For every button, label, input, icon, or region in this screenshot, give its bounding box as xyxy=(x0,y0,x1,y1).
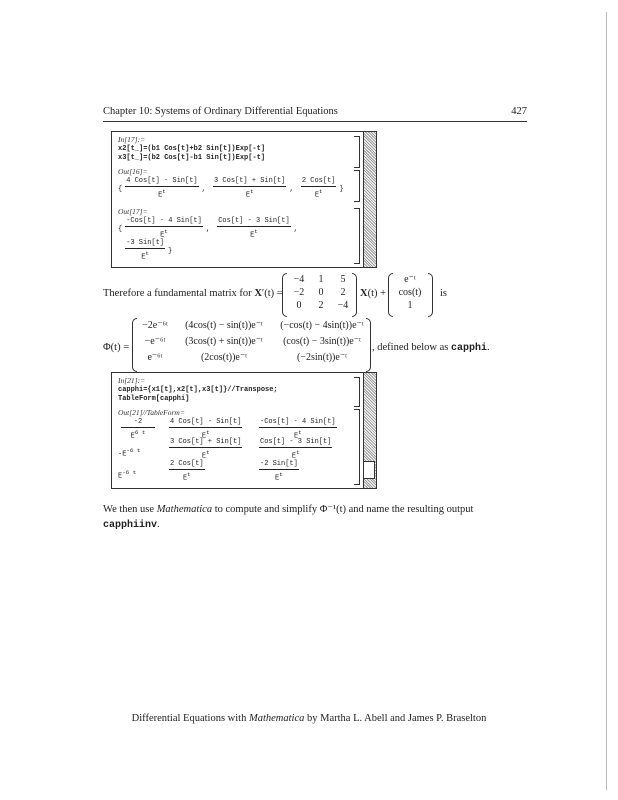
input-line-tableform[interactable]: TableForm[capphi] xyxy=(118,395,190,403)
fraction: $\frac{\text{4 Cos[t] - Sin[t]}}{E^t}$ xyxy=(126,177,198,200)
suffix-is: is xyxy=(440,288,448,299)
out-16-label: Out[16]= xyxy=(118,167,148,176)
out-17-expression-cont: $\frac{\text{-3 Sin[t]}}{E^t}$ } xyxy=(126,239,173,262)
vertical-scrollbar[interactable] xyxy=(363,132,376,267)
notebook-cell-2[interactable] xyxy=(111,372,377,489)
out-17-label: Out[17]= xyxy=(118,207,148,216)
table-row: $\frac{-2}{E^{6 t}}$ xyxy=(118,418,158,441)
scrollbar-thumb[interactable] xyxy=(363,461,375,479)
cell-bracket-output[interactable] xyxy=(354,208,360,264)
fraction: $\frac{\text{2 Cos[t]}}{E^t}$ xyxy=(301,177,336,200)
coefficient-matrix: −4 1 5 −2 0 2 0 2 −4 xyxy=(293,274,349,311)
notebook-cell-1[interactable] xyxy=(111,131,377,268)
table-cell: $\frac{\text{Cos[t] - 3 Sin[t]}}{E^t}$ xyxy=(260,438,332,461)
cell-bracket-input[interactable] xyxy=(354,136,360,168)
table-row: $-E^{-6 t}$ xyxy=(118,447,141,459)
code-capphiinv: capphiinv xyxy=(103,520,158,531)
vertical-scrollbar[interactable] xyxy=(363,373,376,488)
right-paren xyxy=(366,318,371,372)
table-cell: $\frac{\text{-2 Sin[t]}}{E^t}$ xyxy=(260,460,298,483)
phi-label: Φ(t) = xyxy=(103,342,130,353)
paragraph-inverse: We then use Mathematica to compute and simplify Φ⁻¹(t) and name the resulting output xyxy=(103,504,474,515)
fraction: $\frac{\text{-3 Sin[t]}}{E^t}$ xyxy=(126,239,165,262)
cell-bracket-output[interactable] xyxy=(354,170,360,202)
page-number: 427 xyxy=(511,106,527,117)
cell-bracket-input[interactable] xyxy=(354,377,360,407)
forcing-vector: e⁻ᵗ cos(t) 1 xyxy=(398,274,422,311)
fraction: $\frac{\text{3 Cos[t] + Sin[t]}}{E^t}$ xyxy=(214,177,286,200)
out-21-label: Out[21]//TableForm= xyxy=(118,408,185,417)
table-cell: $\frac{\text{3 Cos[t] + Sin[t]}}{E^t}$ xyxy=(170,438,242,461)
page-footer: Differential Equations with Mathematica by Martha L. Abell and James P. Braselton xyxy=(131,713,487,724)
in-21-label: In[21]:= xyxy=(118,376,146,385)
table-cell: $\frac{\text{2 Cos[t]}}{E^t}$ xyxy=(170,460,204,483)
paragraph-fundamental-matrix: Therefore a fundamental matrix for X′(t) = xyxy=(103,288,283,299)
cell-bracket-output[interactable] xyxy=(354,409,360,485)
phi-suffix: , defined below as capphi. xyxy=(372,342,490,354)
out-16-expression: { $\frac{\text{4 Cos[t] - Sin[t]}}{E^t}$ , $\frac{\text{3 Cos[t] + Sin[t]}}{E^t}$ , $\frac{\text{2 Cos[t]}}{E^t}$ } xyxy=(118,177,344,200)
code-capphi: capphi xyxy=(451,343,488,354)
fraction: $\frac{\text{-Cos[t] - 4 Sin[t]}}{E^t}$ xyxy=(126,217,202,240)
x-term: X(t) + xyxy=(360,288,387,299)
paragraph-inverse-line2: capphiinv. xyxy=(103,519,160,531)
right-paren xyxy=(352,273,357,317)
left-paren xyxy=(282,273,287,317)
page-edge-rule xyxy=(606,12,607,790)
header-rule xyxy=(103,121,527,122)
chapter-title: Chapter 10: Systems of Ordinary Differential Equations xyxy=(103,106,338,117)
out-17-expression: { $\frac{\text{-Cos[t] - 4 Sin[t]}}{E^t}$ , $\frac{\text{Cos[t] - 3 Sin[t]}}{E^t}$ , xyxy=(118,217,298,240)
phi-matrix: −2e⁻⁶ᵗ (4cos(t) − sin(t))e⁻ᵗ (−cos(t) − 4sin(t))e⁻ᵗ −e⁻⁶ᵗ (3cos(t) + sin(t))e⁻ᵗ (cos(t) − 3sin(t))e⁻ᵗ e⁻⁶ᵗ (2cos(t))e⁻ᵗ (−2sin(t))e⁻ᵗ xyxy=(142,320,364,363)
fraction: $\frac{\text{Cos[t] - 3 Sin[t]}}{E^t}$ xyxy=(218,217,290,240)
input-line-x3[interactable]: x3[t_]=(b2 Cos[t]-b1 Sin[t])Exp[-t] xyxy=(118,154,266,162)
in-17-label: In[17]:= xyxy=(118,135,146,144)
table-cell: $\frac{\text{4 Cos[t] - Sin[t]}}{E^t}$ xyxy=(170,418,242,441)
right-paren xyxy=(428,273,433,317)
input-line-capphi[interactable]: capphi={x1[t],x2[t],x3[t]}//Transpose; xyxy=(118,386,278,394)
table-cell: $\frac{\text{-Cos[t] - 4 Sin[t]}}{E^t}$ xyxy=(260,418,336,441)
input-line-x2[interactable]: x2[t_]=(b1 Cos[t]+b2 Sin[t])Exp[-t] xyxy=(118,145,266,153)
table-row: $E^{-6 t}$ xyxy=(118,469,137,481)
